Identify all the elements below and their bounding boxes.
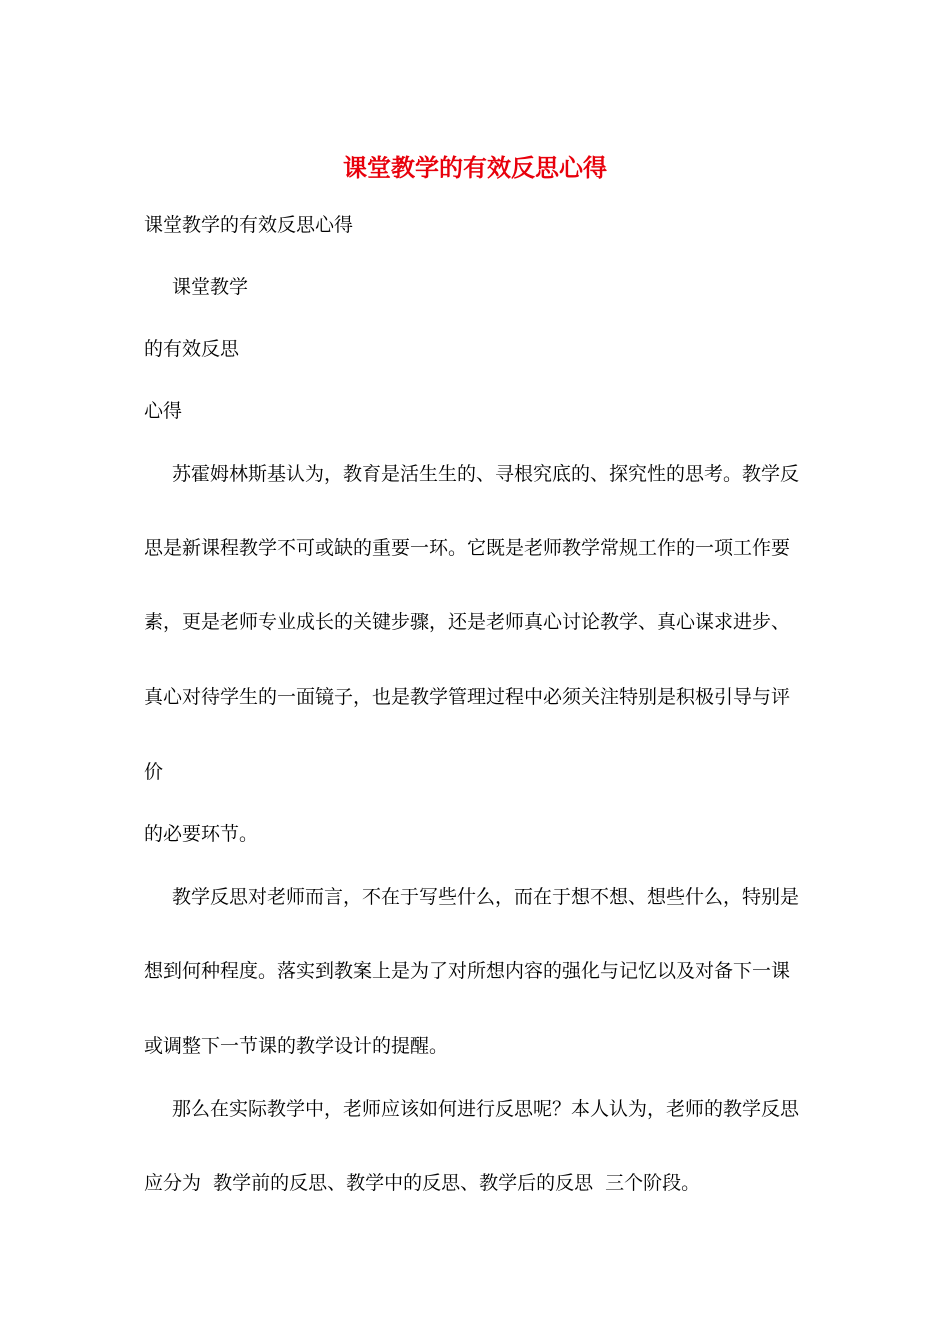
paragraph-line: 价 (144, 761, 164, 783)
paragraph-line: 真心对待学生的一面镜子，也是教学管理过程中必须关注特别是积极引导与评 (144, 686, 791, 708)
document-title: 课堂教学的有效反思心得 (343, 153, 607, 182)
paragraph-line: 思是新课程教学不可或缺的重要一环。它既是老师教学常规工作的一项工作要 (144, 537, 791, 559)
paragraph-line: 的必要环节。 (144, 823, 259, 845)
paragraph-line: 或调整下一节课的教学设计的提醒。 (144, 1035, 449, 1057)
text-line: 课堂教学 (172, 276, 249, 298)
paragraph-line: 苏霍姆林斯基认为，教育是活生生的、寻根究底的、探究性的思考。教学反 (172, 463, 800, 485)
paragraph-line: 素，更是老师专业成长的关键步骤，还是老师真心讨论教学、真心谋求进步、 (144, 611, 791, 633)
text-line: 心得 (144, 400, 183, 422)
paragraph-line: 教学反思对老师而言，不在于写些什么，而在于想不想、想些什么，特别是 (172, 886, 800, 908)
text-line: 的有效反思 (144, 338, 240, 360)
paragraph-line: 想到何种程度。落实到教案上是为了对所想内容的强化与记忆以及对备下一课 (144, 960, 791, 982)
subtitle-line: 课堂教学的有效反思心得 (144, 214, 354, 236)
paragraph-line: 应分为 教学前的反思、教学中的反思、教学后的反思 三个阶段。 (144, 1172, 701, 1194)
paragraph-line: 那么在实际教学中，老师应该如何进行反思呢？本人认为，老师的教学反思 (172, 1098, 800, 1120)
